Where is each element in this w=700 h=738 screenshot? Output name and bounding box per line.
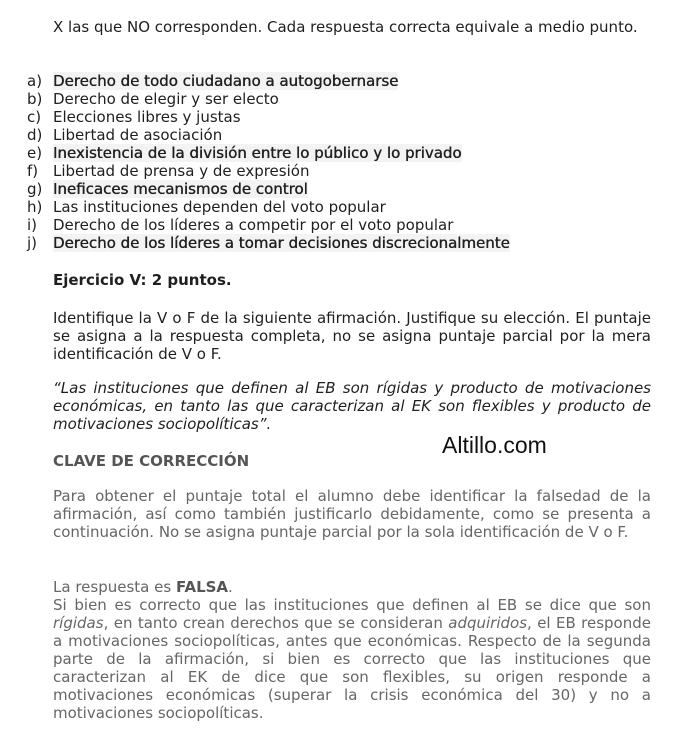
list-item (27, 90, 647, 108)
options-list (27, 72, 647, 252)
watermark-logo: Altillo.com (442, 432, 547, 458)
answer-emphasis-rigidas: rígidas (53, 614, 104, 632)
list-item (27, 108, 647, 126)
option-text: Inexistencia de la división entre lo público y lo privado (53, 144, 462, 162)
list-item (27, 72, 647, 90)
option-letter: d) (27, 126, 43, 144)
exercise-instructions (53, 309, 651, 363)
intro-paragraph (53, 18, 651, 36)
exercise-title: Ejercicio V: 2 puntos. (53, 271, 232, 289)
answer-section (53, 578, 651, 722)
instructions-text: Identifique la V o F de la siguiente afirmación. Justifique su elección. El puntaje se asigna a la respuesta completa, no se asigna puntaje parcial por la mera identificación de V o F. (53, 309, 651, 363)
answer-text-3: , el EB responde a motivaciones sociopolíticas, antes que económicas. Respecto de la segunda parte de la afirmación, si bien es correcto que las instituciones que caracterizan al EK de dice que son flexibles, su origen responde a motivaciones económicas (superar la crisis económica del 30) y no a motivaciones sociopolíticas. (53, 614, 651, 722)
list-item (27, 180, 647, 198)
option-letter: b) (27, 90, 43, 108)
answer-text-1: Si bien es correcto que las instituciones que definen al EB se dice que son (53, 596, 651, 614)
list-item (27, 216, 647, 234)
exercise-quote (53, 379, 651, 433)
answer-verdict: FALSA (175, 578, 229, 596)
option-text: Libertad de asociación (53, 126, 223, 144)
list-item (27, 198, 647, 216)
list-item (27, 234, 647, 252)
list-item (27, 144, 647, 162)
intro-text: X las que NO corresponden. Cada respuesta correcta equivale a medio punto. (53, 18, 638, 36)
option-letter: h) (27, 198, 43, 216)
answer-emphasis-adquiridos: adquiridos (448, 614, 528, 632)
option-text: Derecho de los líderes a tomar decisiones discrecionalmente (53, 234, 510, 252)
option-text: Derecho de elegir y ser electo (53, 90, 279, 108)
option-letter: c) (27, 108, 42, 126)
option-text: Libertad de prensa y de expresión (53, 162, 310, 180)
answer-explanation (53, 596, 651, 722)
option-text: Elecciones libres y justas (53, 108, 241, 126)
option-letter: g) (27, 180, 43, 198)
option-letter: e) (27, 144, 43, 162)
option-text: Derecho de los líderes a competir por el voto popular (53, 216, 454, 234)
option-text: Ineficaces mecanismos de control (53, 180, 308, 198)
correction-key-body (53, 487, 651, 541)
option-letter: f) (27, 162, 39, 180)
answer-prefix: La respuesta es (53, 578, 176, 596)
answer-suffix: . (228, 578, 233, 596)
option-text: Las instituciones dependen del voto popular (53, 198, 386, 216)
answer-verdict-line (53, 578, 651, 596)
correction-key-title: CLAVE DE CORRECCIÓN (53, 452, 250, 470)
option-letter: a) (27, 72, 43, 90)
quote-text: “Las instituciones que definen al EB son rígidas y producto de motivaciones económicas, en tanto las que caracterizan al EK son flexibles y producto de motivaciones sociopolíticas”. (53, 379, 651, 433)
option-text: Derecho de todo ciudadano a autogobernarse (53, 72, 399, 90)
list-item (27, 162, 647, 180)
answer-text-2: , en tanto crean derechos que se consideran (103, 614, 449, 632)
option-letter: j) (27, 234, 38, 252)
option-letter: i) (27, 216, 38, 234)
list-item (27, 126, 647, 144)
key-body-text: Para obtener el puntaje total el alumno debe identificar la falsedad de la afirmación, así como también justificarlo debidamente, como se presenta a continuación. No se asigna puntaje parcial por la sola identificación de V o F. (53, 487, 651, 541)
